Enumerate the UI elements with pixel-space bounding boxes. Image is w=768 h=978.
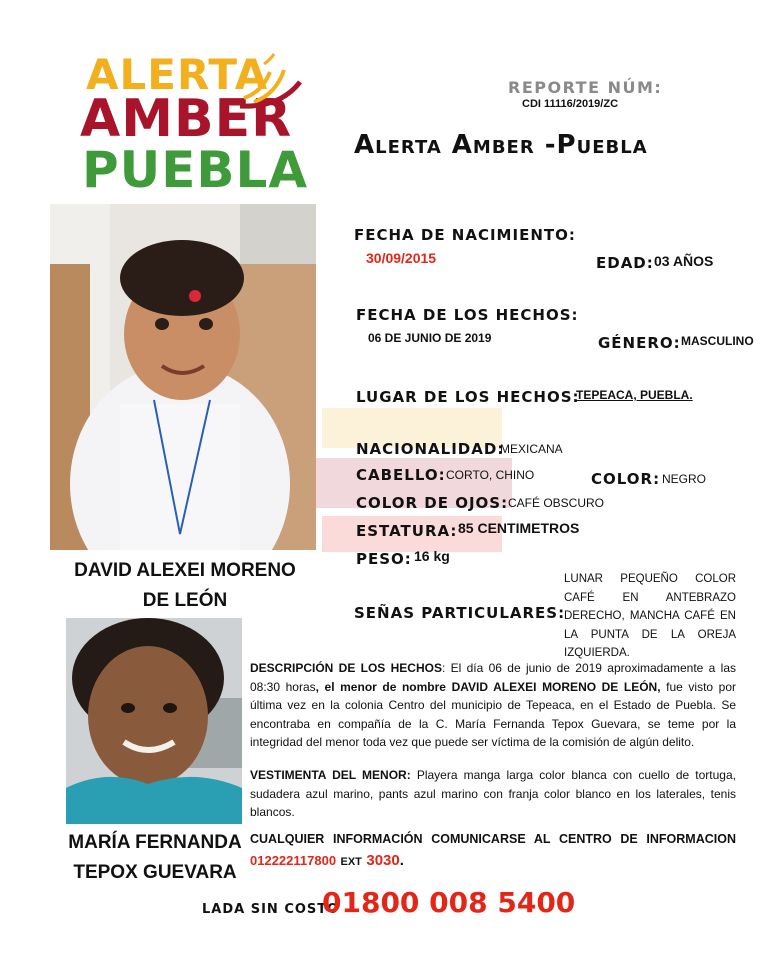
toll-free-label: LADA SIN COSTO xyxy=(202,902,340,917)
height-label: ESTATURA: xyxy=(356,522,458,540)
distinguishing-marks-value: LUNAR PEQUEÑO COLOR CAFÉ EN ANTEBRAZO DERECHO, MANCHA CAFÉ EN LA PUNTA DE LA OREJA IZQUIERDA. xyxy=(564,573,736,660)
contact-ext: 3030 xyxy=(366,852,400,869)
nationality-label: NACIONALIDAD: xyxy=(356,440,505,458)
weight-label: PESO: xyxy=(356,550,412,568)
child-name-line2: DE LEÓN xyxy=(142,590,228,611)
color-label: COLOR: xyxy=(591,470,661,488)
companion-photo xyxy=(66,618,242,824)
report-number-label: REPORTE NÚM: xyxy=(508,78,663,97)
distinguishing-marks-label: SEÑAS PARTICULARES: xyxy=(354,604,566,622)
eye-color-label: COLOR DE OJOS: xyxy=(356,494,509,512)
contact-phone-line xyxy=(250,852,404,870)
companion-name-line1: MARÍA FERNANDA xyxy=(68,832,242,853)
child-name-line1: DAVID ALEXEI MORENO xyxy=(74,560,296,581)
child-photo xyxy=(50,204,316,550)
logo-amber-text: AMBER xyxy=(80,89,293,149)
contact-ext-label: EXT xyxy=(340,856,362,868)
hair-value: CORTO, CHINO xyxy=(446,468,535,482)
event-date-label: FECHA DE LOS HECHOS: xyxy=(356,306,579,324)
page-title: Alerta Amber -Puebla xyxy=(354,130,648,160)
description-child-name: DAVID ALEXEI MORENO DE LEÓN, xyxy=(451,679,661,694)
description-text-2: , el menor de nombre xyxy=(315,679,452,694)
contact-instructions: CUALQUIER INFORMACIÓN COMUNICARSE AL CENTRO DE INFORMACION xyxy=(250,832,736,846)
logo-alerta-text: ALERTA xyxy=(86,50,269,99)
clothing-paragraph xyxy=(250,766,736,822)
gender-label: GÉNERO: xyxy=(598,334,681,352)
clothing-text: Playera manga larga color blanca con cuello de tortuga, sudadera azul marino, pants azul marino con franja color blanco en los laterales, tenis blancos. xyxy=(250,768,736,820)
description-label: DESCRIPCIÓN DE LOS HECHOS xyxy=(250,661,442,675)
birth-date-value: 30/09/2015 xyxy=(366,250,437,266)
signal-waves-icon xyxy=(236,52,302,112)
birth-date-label: FECHA DE NACIMIENTO: xyxy=(354,226,576,244)
description-paragraph xyxy=(250,659,736,752)
age-value: 03 AÑOS xyxy=(654,253,714,269)
place-value: TEPEACA, PUEBLA. xyxy=(576,388,693,402)
contact-period: . xyxy=(399,852,404,869)
logo-puebla-text: PUEBLA xyxy=(82,141,309,199)
event-date-value: 06 DE JUNIO DE 2019 xyxy=(368,331,492,345)
color-value: NEGRO xyxy=(662,472,707,486)
place-label: LUGAR DE LOS HECHOS: xyxy=(356,388,580,406)
report-number: CDI 11116/2019/ZC xyxy=(522,98,619,110)
clothing-label: VESTIMENTA DEL MENOR: xyxy=(250,768,411,782)
companion-name-line2: TEPOX GUEVARA xyxy=(73,862,237,883)
height-value: 85 CENTIMETROS xyxy=(458,520,580,536)
eye-color-value: CAFÉ OBSCURO xyxy=(508,496,605,510)
hair-label: CABELLO: xyxy=(356,466,446,484)
description-text-1: : El día 06 de junio de 2019 aproximadamente a las 08:30 horas xyxy=(250,661,736,694)
gender-value: MASCULINO xyxy=(681,334,754,348)
weight-value: 16 kg xyxy=(414,548,450,564)
toll-free-number: 01800 008 5400 xyxy=(322,886,576,919)
nationality-value: MEXICANA xyxy=(500,442,563,456)
age-label: EDAD: xyxy=(596,254,654,272)
description-text-3: fue visto por última vez en la colonia Centro del municipio de Tepeaca, en el Estado de Puebla. Se encontraba en compañía de la C. María Fernanda Tepox Guevara, se teme por la integridad del menor toda vez que puede ser víctima de la comisión de algún delito. xyxy=(250,679,736,750)
contact-phone: 012222117800 xyxy=(250,853,337,868)
